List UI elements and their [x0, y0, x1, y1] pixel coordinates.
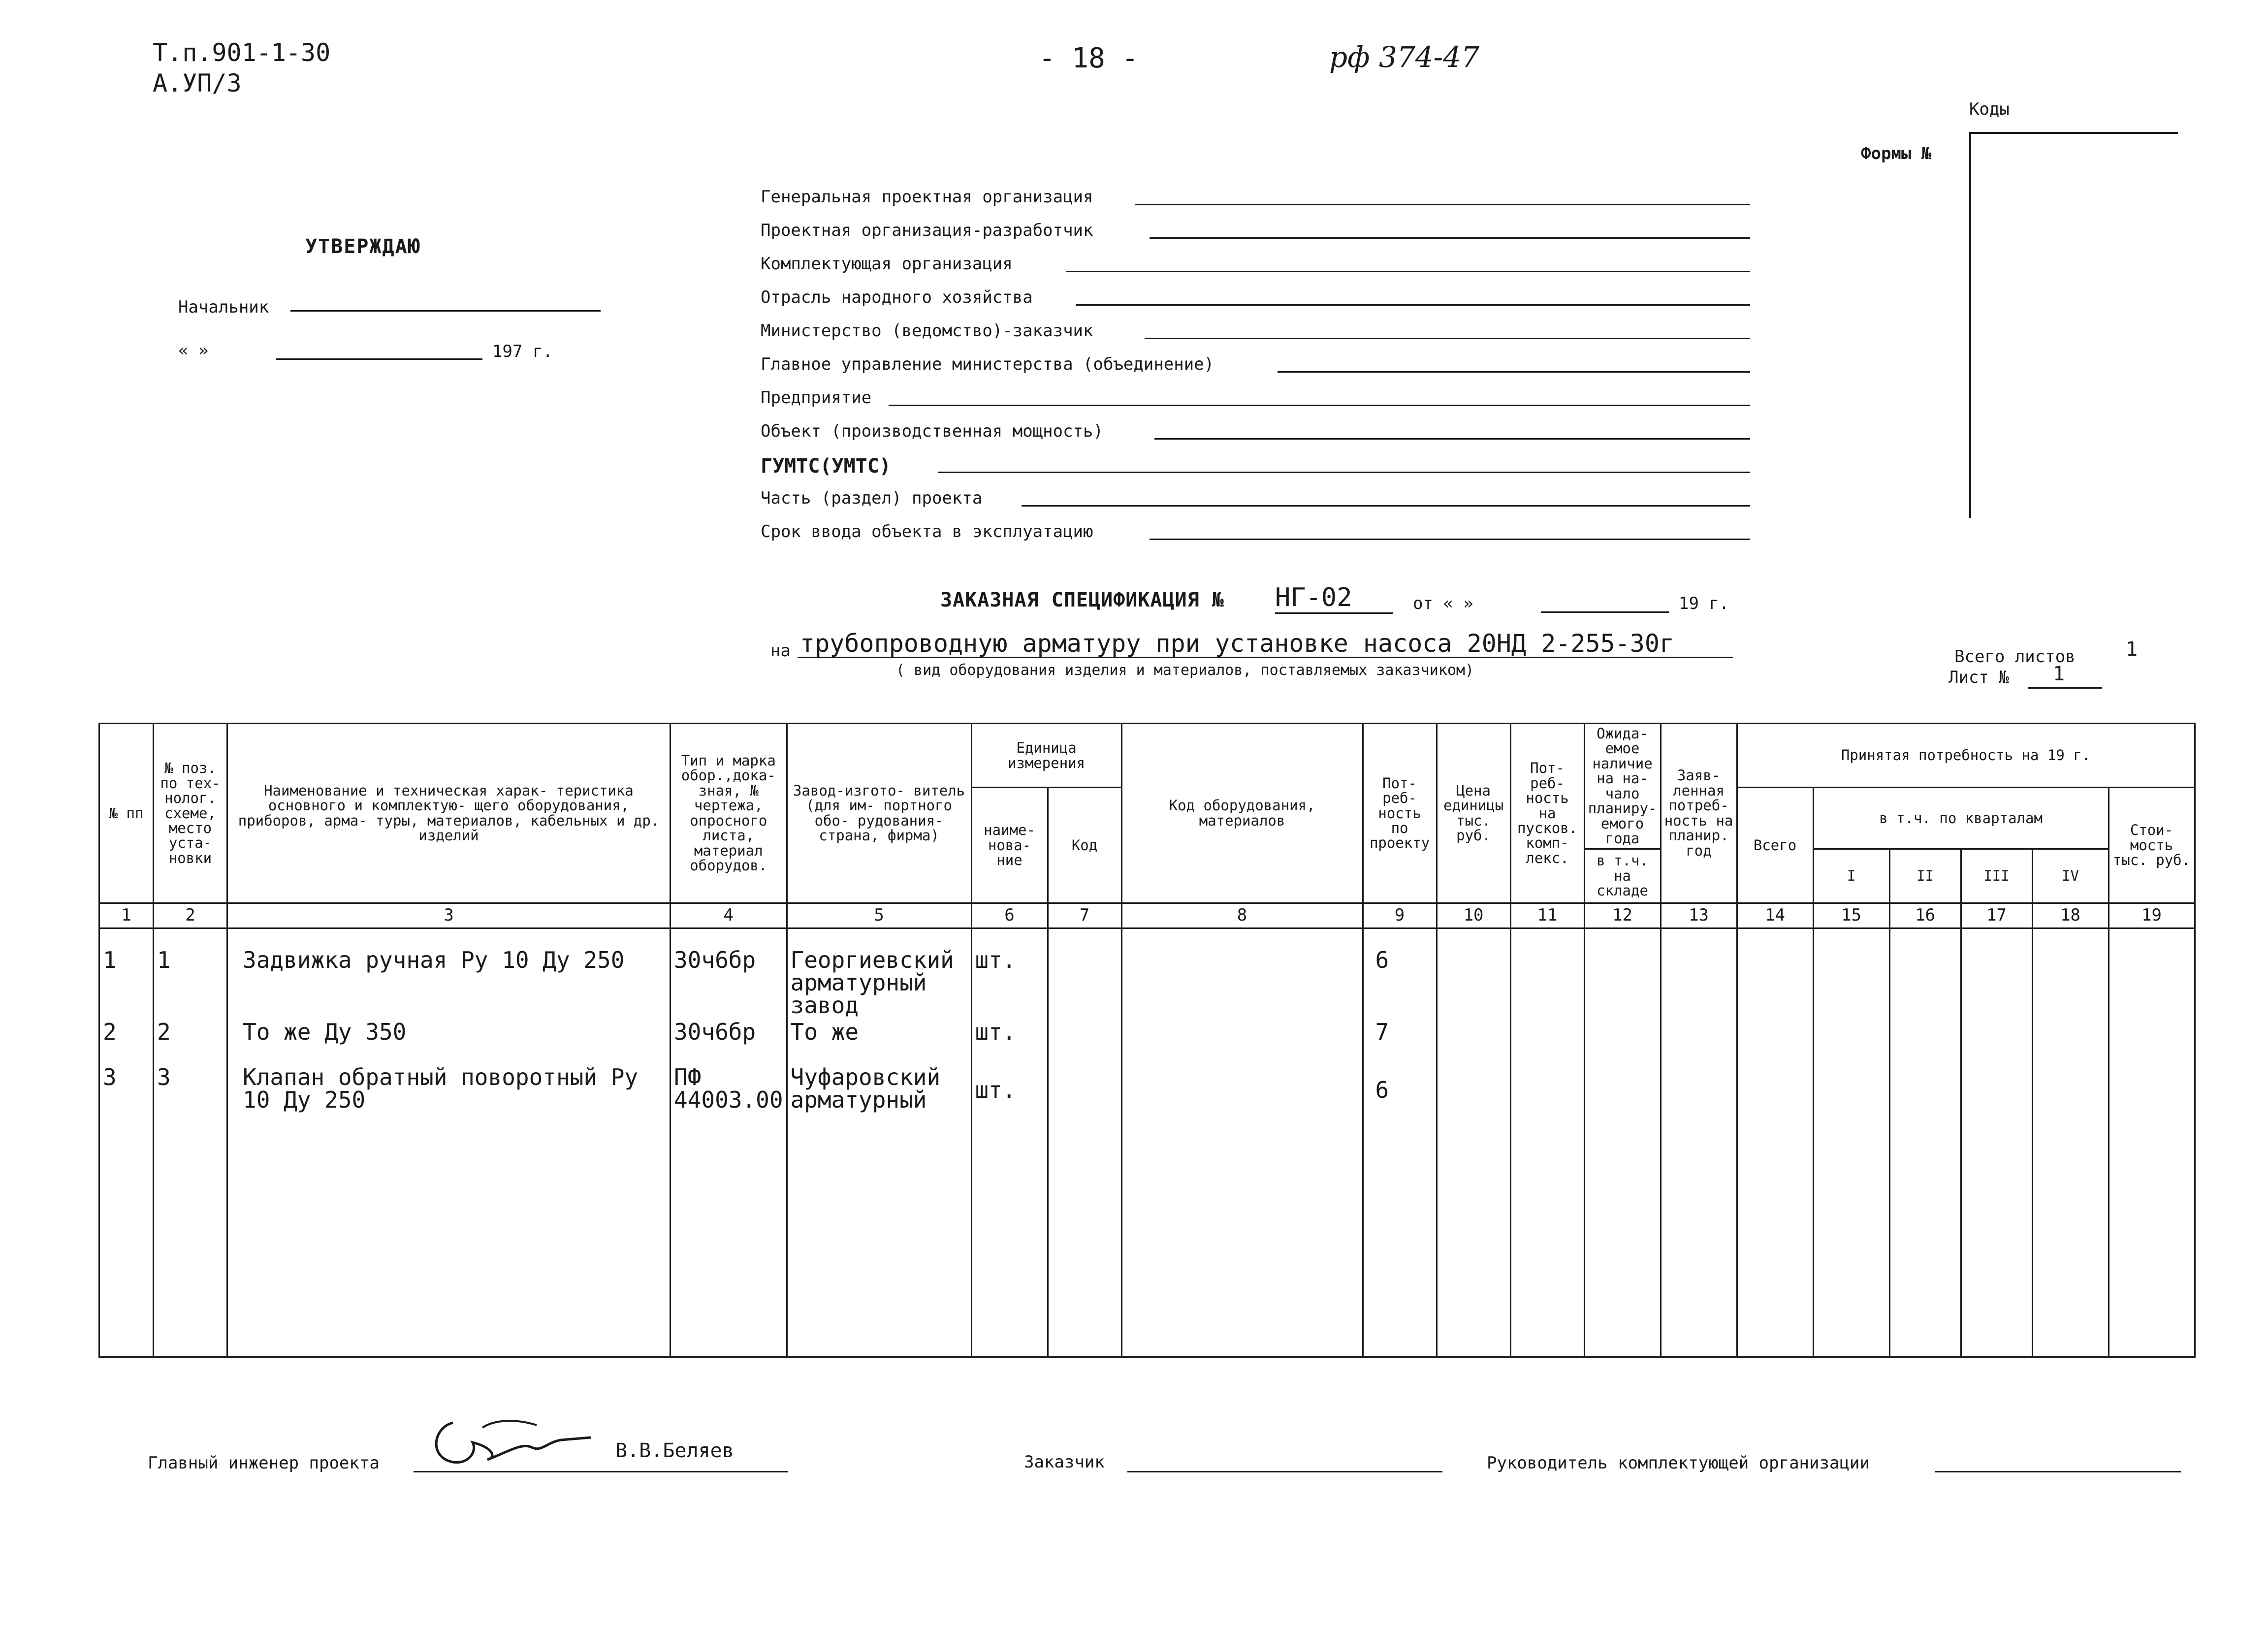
chief-label: Начальник: [178, 297, 269, 317]
column-number: 1: [99, 903, 154, 928]
form-no-label: Формы №: [1861, 144, 1932, 163]
spec-on-label: на: [770, 641, 791, 661]
row-manufacturer: Чуфаровский арматурный: [787, 1064, 971, 1357]
chief-engineer-name: В.В.Беляев: [615, 1439, 734, 1462]
field-line-ministry: [1145, 338, 1750, 339]
column-number: 14: [1737, 903, 1813, 928]
field-line-main-department: [1278, 371, 1750, 373]
column-number: 16: [1889, 903, 1961, 928]
field-line-general-org: [1135, 204, 1750, 205]
col-header-in-stock: в т.ч. на складе: [1584, 849, 1661, 903]
codes-box: [1969, 132, 2178, 518]
row-no: 2: [99, 1019, 154, 1064]
chief-engineer-signature: [423, 1413, 601, 1472]
chief-engineer-label: Главный инженер проекта: [148, 1453, 380, 1473]
row-manufacturer: Георгиевский арматурный завод: [787, 928, 971, 1019]
sheet-value-line: [2028, 687, 2102, 689]
column-number: 3: [227, 903, 671, 928]
col-header-total: Всего: [1737, 788, 1813, 903]
row-position: 3: [154, 1064, 227, 1357]
field-line-project-part: [1022, 505, 1750, 507]
total-sheets-label: Всего листов: [1954, 647, 2076, 667]
spec-number: НГ-02: [1275, 583, 1352, 612]
row-name: То же Ду 350: [227, 1019, 671, 1064]
col-header-q3: III: [1961, 849, 2032, 903]
col-header-unit-code: Код: [1048, 788, 1121, 903]
field-label-ministry: Министерство (ведомство)-заказчик: [761, 321, 1093, 341]
field-label-object: Объект (производственная мощность): [761, 421, 1103, 441]
col-header-no: № пп: [99, 724, 154, 903]
col-header-q2: II: [1889, 849, 1961, 903]
table-row: [99, 1019, 2195, 1064]
customer-signature-line: [1127, 1471, 1442, 1472]
row-manufacturer: То же: [787, 1019, 971, 1064]
field-line-object: [1154, 438, 1750, 440]
row-quantity: 7: [1363, 1019, 1437, 1064]
col-header-declared-need: Заяв- ленная потреб- ность на планир. год: [1661, 724, 1737, 903]
field-line-design-org: [1150, 237, 1750, 239]
column-number: 9: [1363, 903, 1437, 928]
col-header-startup-need: Пот- реб- ность на пусков. комп- лекс.: [1510, 724, 1584, 903]
head-of-supply-label: Руководитель комплектующей организации: [1487, 1453, 1870, 1473]
approve-heading: УТВЕРЖДАЮ: [305, 235, 421, 258]
row-quantity: 6: [1363, 928, 1437, 1019]
total-sheets-value: 1: [2126, 638, 2138, 661]
table-row: [99, 1064, 2195, 1357]
column-number: 12: [1584, 903, 1661, 928]
chief-engineer-line: [414, 1471, 788, 1472]
row-quantity: 6: [1363, 1064, 1437, 1357]
field-label-general-org: Генеральная проектная организация: [761, 187, 1093, 207]
column-number: 4: [671, 903, 787, 928]
spec-subject-line: [798, 657, 1733, 658]
column-number-row: [99, 903, 2195, 928]
sheet-value: 1: [2053, 663, 2065, 685]
col-header-unit-price: Цена единицы тыс. руб.: [1437, 724, 1510, 903]
field-label-enterprise: Предприятие: [761, 388, 872, 408]
handwritten-ref: рф 374-47: [1329, 40, 1480, 74]
head-of-supply-line: [1935, 1471, 2181, 1472]
row-type: ПФ 44003.00: [671, 1064, 787, 1357]
field-label-supply-org: Комплектующая организация: [761, 254, 1013, 274]
col-header-equipment-code: Код оборудования, материалов: [1121, 724, 1363, 903]
col-header-position: № поз. по тех- нолог. схеме, место уста- новки: [154, 724, 227, 903]
field-label-design-org: Проектная организация-разработчик: [761, 221, 1093, 240]
column-number: 8: [1121, 903, 1363, 928]
field-line-enterprise: [889, 405, 1750, 406]
column-number: 18: [2032, 903, 2108, 928]
column-number: 11: [1510, 903, 1584, 928]
field-line-industry: [1076, 304, 1750, 306]
field-label-commissioning: Срок ввода объекта в эксплуатацию: [761, 522, 1093, 542]
doc-ref-line2: А.УП/3: [153, 69, 242, 97]
spec-year: 19 г.: [1679, 594, 1729, 613]
col-header-unit-name: наиме- нова- ние: [971, 788, 1048, 903]
approval-date-prefix: « »: [178, 341, 209, 360]
field-label-industry: Отрасль народного хозяйства: [761, 287, 1033, 307]
spec-subject-caption: ( вид оборудования изделия и материалов, поставляемых заказчиком): [896, 662, 1474, 679]
spec-date-line: [1541, 611, 1669, 613]
col-header-manufacturer: Завод-изгото- витель (для им- портного обо- рудования- страна, фирма): [787, 724, 971, 903]
column-number: 15: [1813, 903, 1889, 928]
field-line-supply-org: [1066, 271, 1750, 272]
spec-number-line: [1275, 612, 1393, 614]
column-number: 13: [1661, 903, 1737, 928]
field-line-commissioning: [1150, 539, 1750, 540]
row-position: 2: [154, 1019, 227, 1064]
row-name: Клапан обратный поворотный Ру 10 Ду 250: [227, 1064, 671, 1357]
col-header-expected-stock: Ожида- емое наличие на на- чало планиру- емого года: [1584, 724, 1661, 849]
col-header-q4: IV: [2032, 849, 2108, 903]
field-label-project-part: Часть (раздел) проекта: [761, 488, 983, 508]
row-unit: шт.: [971, 1064, 1048, 1357]
col-header-name: Наименование и техническая харак- теристика основного и комплектую- щего оборудования, приборов, арма- туры, материалов, кабельных и др. изделий: [227, 724, 671, 903]
column-number: 6: [971, 903, 1048, 928]
row-position: 1: [154, 928, 227, 1019]
col-header-unit-group: Единица измерения: [971, 724, 1121, 788]
column-number: 5: [787, 903, 971, 928]
col-header-need-by-project: Пот- реб- ность по проекту: [1363, 724, 1437, 903]
table-row: [99, 928, 2195, 1019]
row-type: 30ч6бр: [671, 1019, 787, 1064]
codes-label: Коды: [1969, 99, 2010, 119]
customer-label: Заказчик: [1024, 1452, 1105, 1472]
col-header-q1: I: [1813, 849, 1889, 903]
row-no: 1: [99, 928, 154, 1019]
col-header-cost: Стои- мость тыс. руб.: [2108, 788, 2195, 903]
chief-signature-line: [290, 310, 601, 312]
approval-year: 197 г.: [492, 342, 553, 361]
row-type: 30ч6бр: [671, 928, 787, 1019]
col-header-accepted-group: Принятая потребность на 19 г.: [1737, 724, 2195, 788]
spec-subject: трубопроводную арматуру при установке насоса 20НД 2-255-30г: [800, 629, 1675, 658]
col-header-type: Тип и марка обор.,дока- зная, № чертежа, опросного листа, материал оборудов.: [671, 724, 787, 903]
column-number: 19: [2108, 903, 2195, 928]
col-header-quarters-group: в т.ч. по кварталам: [1813, 788, 2108, 849]
row-unit: шт.: [971, 928, 1048, 1019]
column-number: 10: [1437, 903, 1510, 928]
page-number: - 18 -: [1039, 42, 1139, 74]
field-line-gumts: [938, 472, 1750, 473]
specification-table: [98, 723, 2196, 1358]
approval-date-line: [276, 358, 482, 360]
sheet-label: Лист №: [1949, 668, 2009, 687]
field-label-gumts: ГУМТС(УМТС): [761, 455, 891, 478]
spec-date-prefix: от « »: [1413, 594, 1473, 613]
row-name: Задвижка ручная Ру 10 Ду 250: [227, 928, 671, 1019]
column-number: 2: [154, 903, 227, 928]
column-number: 7: [1048, 903, 1121, 928]
doc-ref-line1: Т.п.901-1-30: [153, 38, 331, 67]
spec-title: ЗАКАЗНАЯ СПЕЦИФИКАЦИЯ №: [940, 589, 1224, 611]
column-number: 17: [1961, 903, 2032, 928]
row-no: 3: [99, 1064, 154, 1357]
row-unit: шт.: [971, 1019, 1048, 1064]
field-label-main-department: Главное управление министерства (объединение): [761, 354, 1214, 374]
